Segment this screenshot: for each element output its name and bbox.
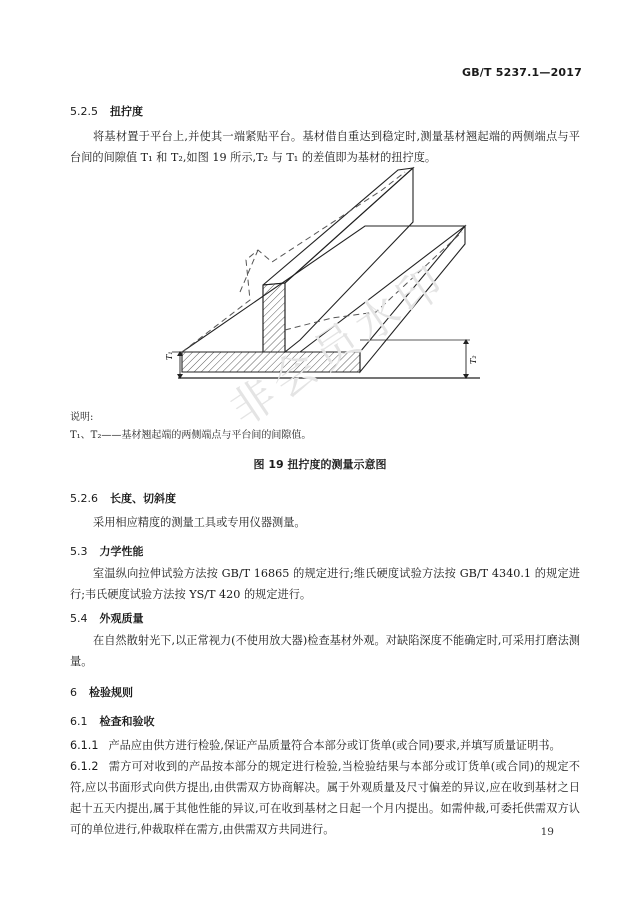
page-number: 19 — [540, 826, 554, 838]
section-6-heading — [70, 684, 133, 700]
section-number: 6 — [70, 686, 77, 699]
section-title: 检验规则 — [89, 686, 133, 699]
section-5-3-heading — [70, 543, 144, 559]
section-title: 力学性能 — [99, 545, 144, 558]
section-number: 5.2.6 — [70, 492, 98, 505]
clause-text: 需方可对收到的产品按本部分的规定进行检验,当检验结果与本部分或订货单(或合同)的规定不符,应以书面形式向供方提出,由供需双方协商解决。属于外观质量及尺寸偏差的异议,应在收到基材之日起十五天内提出,属于其他性能的异议,可在收到基材之日起一个月内提出。如需仲裁,可委托供需双方认可的单位进行,仲裁取样在需方,由供需双方共同进行。 — [70, 760, 580, 836]
watermark: 非会员水印 — [221, 254, 457, 437]
clause-text: 产品应由供方进行检验,保证产品质量符合本部分或订货单(或合同)要求,并填写质量证明书。 — [108, 739, 561, 752]
clause-6-1-1 — [70, 735, 580, 756]
section-6-1-heading — [70, 713, 155, 729]
t2-label: T₂ — [469, 355, 478, 364]
clause-number: 6.1.1 — [70, 739, 99, 752]
section-number: 5.3 — [70, 545, 88, 558]
twisted-outline-web — [240, 250, 258, 292]
section-number: 6.1 — [70, 715, 88, 728]
clause-6-1-2 — [70, 756, 580, 840]
figure-caption: 图 19 扭拧度的测量示意图 — [253, 458, 387, 471]
section-5-2-6-heading — [70, 490, 176, 506]
t1-label: T₁ — [165, 351, 174, 360]
section-title: 长度、切斜度 — [110, 492, 176, 505]
figure-note-body: T₁、T₂——基材翘起端的两侧端点与平台间的间隙值。 — [70, 430, 312, 441]
figure-note-title: 说明: — [70, 412, 94, 423]
paragraph-5-2-6: 采用相应精度的测量工具或专用仪器测量。 — [93, 516, 306, 529]
paragraph-5-2-5: 将基材置于平台上,并使其一端紧贴平台。基材借自重达到稳定时,测量基材翘起端的两侧端点与平台间的间隙值 T₁ 和 T₂,如图 19 所示,T₂ 与 T₁ 的差值即为基材的扭拧度。 — [70, 130, 580, 164]
standard-number: GB/T 5237.1—2017 — [461, 66, 582, 79]
section-5-4-heading — [70, 610, 144, 626]
section-title: 外观质量 — [99, 612, 144, 625]
section-number: 5.2.5 — [70, 105, 98, 118]
section-number: 5.4 — [70, 612, 88, 625]
section-title: 检查和验收 — [99, 715, 155, 728]
clause-number: 6.1.2 — [70, 760, 99, 773]
section-title: 扭拧度 — [110, 105, 143, 118]
paragraph-5-4: 在自然散射光下,以正常视力(不使用放大器)检查基材外观。对缺陷深度不能确定时,可采用打磨法测量。 — [70, 634, 580, 668]
paragraph-5-3: 室温纵向拉伸试验方法按 GB/T 16865 的规定进行;维氏硬度试验方法按 GB/T 4340.1 的规定进行;韦氏硬度试验方法按 YS/T 420 的规定进行。 — [70, 567, 580, 601]
